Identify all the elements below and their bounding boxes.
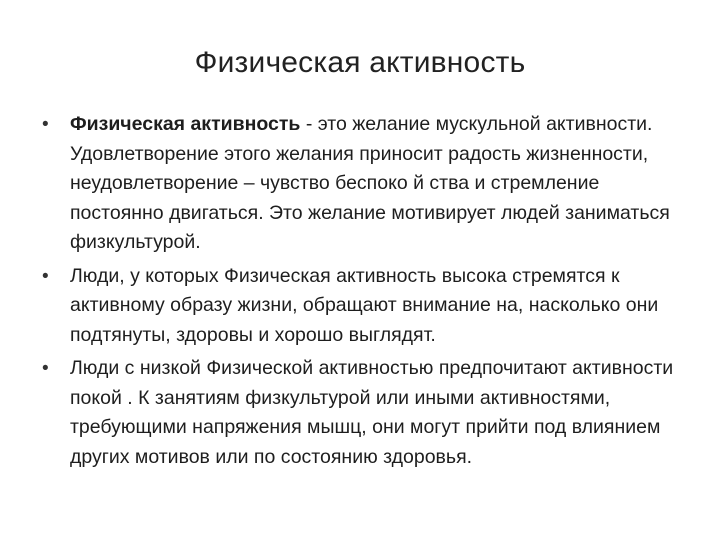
bullet-item-2 [40, 262, 690, 351]
bullet-item-1 [40, 110, 690, 258]
bullet-text: - это желание мускульной активности. Удовлетворение этого желания приносит радость жизненности, неудовлетворение – чувство беспоко й ства и стремление постоянно двигаться. Это желание мотивирует людей заниматься физкультурой. [70, 113, 670, 253]
bullet-item-3 [40, 354, 690, 472]
bullet-dot-icon: • [42, 265, 49, 287]
bullet-dot-icon: • [42, 358, 49, 379]
bullet-text: Люди с низкой Физической активностью предпочитают активности покой . К занятиям физкультурой или иными активностями, требующими напряжения мышц, они могут прийти под влиянием других мотивов или по состоянию здоровья. [70, 357, 674, 468]
slide-title: Физическая активность [194, 46, 526, 79]
bullet-term: Физическая активность [70, 113, 301, 135]
bullet-dot-icon: • [42, 114, 49, 135]
bullet-list [40, 110, 690, 476]
bullet-text: Люди, у которых Физическая активность высока стремятся к активному образу жизни, обращают внимание на, насколько они подтянуты, здоровы и хорошо выглядят. [70, 264, 659, 346]
